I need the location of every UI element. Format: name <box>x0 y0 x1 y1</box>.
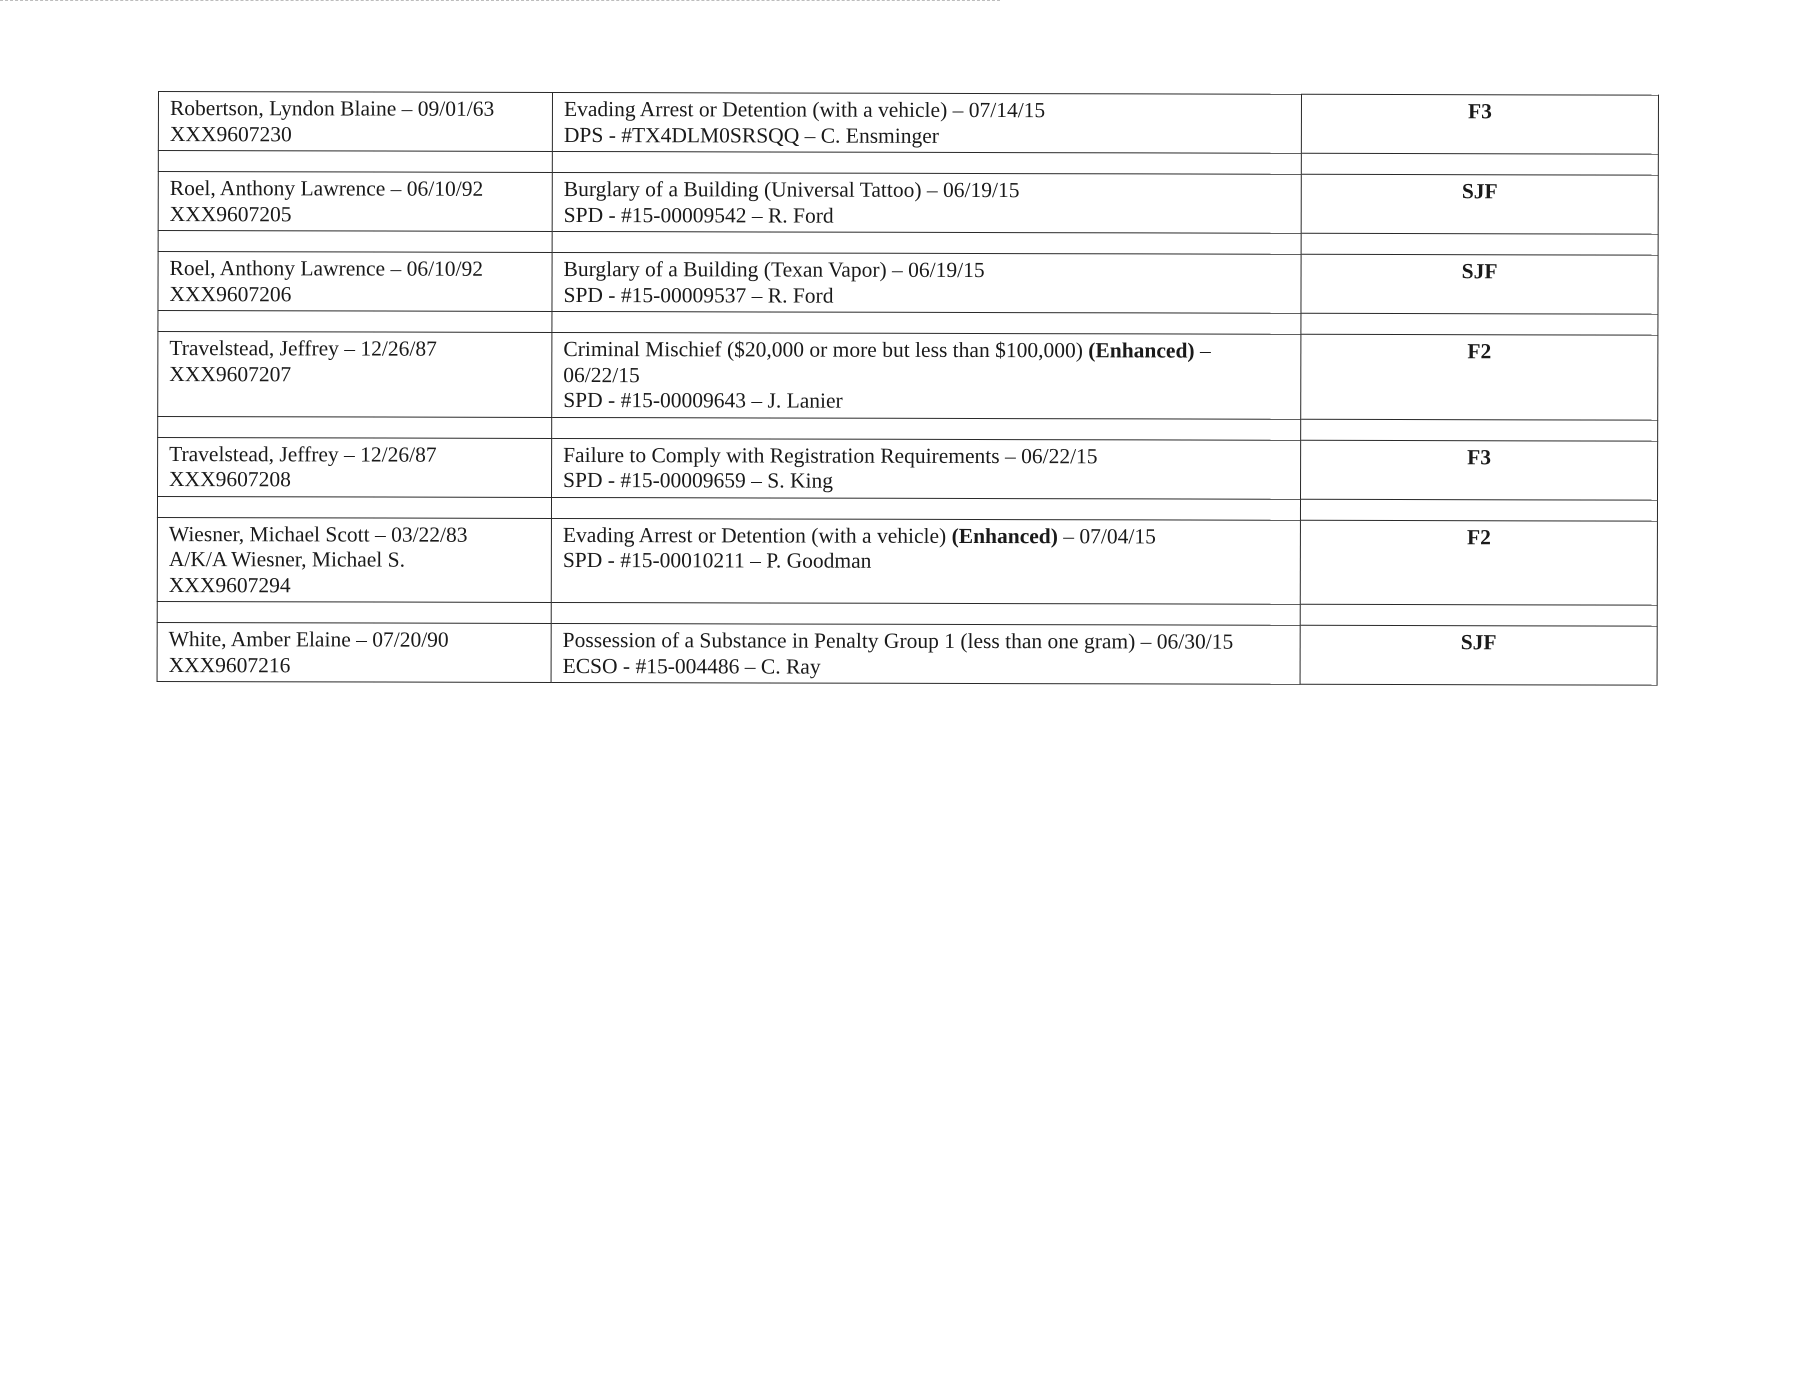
defendant-alias: A/K/A Wiesner, Michael S. <box>168 547 406 572</box>
charge-description <box>564 177 1290 204</box>
defendant-cell <box>158 332 552 417</box>
defendant-cell <box>157 622 551 682</box>
charge-cell <box>552 92 1301 153</box>
defendant-name-dob: Roel, Anthony Lawrence – 06/10/92 <box>169 176 484 201</box>
charge-description <box>564 97 1290 124</box>
agency-case-officer: SPD - #15-00009542 – R. Ford <box>563 202 834 228</box>
case-row <box>157 517 1657 605</box>
agency-case-officer: DPS - #TX4DLM0SRSQQ – C. Ensminger <box>563 122 940 148</box>
offense-level: F3 <box>1301 440 1658 500</box>
charge-description <box>563 442 1289 469</box>
charge-cell <box>552 172 1301 233</box>
charge-text: Failure to Comply with Registration Requirements – 06/22/15 <box>563 442 1098 468</box>
charge-text: Evading Arrest or Detention (with a vehicle) <box>562 522 947 548</box>
offense-level: F3 <box>1301 94 1658 154</box>
agency-case-officer: SPD - #15-00009659 – S. King <box>563 467 834 493</box>
charge-cell <box>552 438 1301 499</box>
defendant-id: XXX9607216 <box>168 652 291 677</box>
case-row <box>157 622 1657 685</box>
defendant-cell <box>158 172 552 232</box>
defendant-id: XXX9607207 <box>169 361 292 386</box>
offense-level: F2 <box>1300 520 1657 605</box>
case-row <box>158 92 1658 155</box>
defendant-cell <box>158 92 552 152</box>
offense-level: SJF <box>1301 174 1658 234</box>
defendant-name-dob: Travelstead, Jeffrey – 12/26/87 <box>169 336 437 361</box>
charge-cell <box>551 518 1300 604</box>
defendant-cell <box>158 437 552 497</box>
defendant-cell <box>158 252 552 312</box>
charge-description <box>563 628 1289 655</box>
charge-text: Evading Arrest or Detention (with a vehicle) – 07/14/15 <box>563 96 1046 123</box>
charge-text: Burglary of a Building (Universal Tattoo) – 06/19/15 <box>563 176 1020 203</box>
case-row <box>158 252 1658 315</box>
agency-case-officer: ECSO - #15-004486 – C. Ray <box>562 653 821 679</box>
charge-cell <box>552 252 1301 313</box>
charge-text: Burglary of a Building (Texan Vapor) – 06/19/15 <box>563 256 985 283</box>
enhanced-flag: (Enhanced) <box>1088 338 1195 363</box>
charge-cell <box>552 332 1301 418</box>
scan-edge-marks <box>0 0 1000 4</box>
charge-description <box>563 337 1289 390</box>
defendant-name-dob: White, Amber Elaine – 07/20/90 <box>168 627 449 652</box>
agency-case-officer: SPD - #15-00009537 – R. Ford <box>563 282 834 308</box>
charge-text: Possession of a Substance in Penalty Group 1 (less than one gram) – 06/30/15 <box>562 627 1234 654</box>
defendant-id: XXX9607208 <box>169 467 291 492</box>
case-row <box>158 172 1658 235</box>
defendant-name-dob: Robertson, Lyndon Blaine – 09/01/63 <box>169 96 495 121</box>
offense-level: SJF <box>1301 254 1658 314</box>
defendant-name-dob: Roel, Anthony Lawrence – 06/10/92 <box>169 256 484 281</box>
defendant-id: XXX9607205 <box>169 201 292 226</box>
offense-level: SJF <box>1300 625 1657 685</box>
charge-date: – 06/22/15 <box>563 338 1211 387</box>
defendant-id: XXX9607230 <box>169 121 292 146</box>
enhanced-flag: (Enhanced) <box>951 523 1058 548</box>
defendant-name-dob: Travelstead, Jeffrey – 12/26/87 <box>169 441 437 467</box>
defendant-id: XXX9607206 <box>169 281 292 306</box>
charge-description <box>564 257 1290 284</box>
charge-text: Criminal Mischief ($20,000 or more but less than $100,000) <box>563 336 1083 363</box>
defendant-id: XXX9607294 <box>168 572 291 597</box>
defendant-cell <box>157 517 551 602</box>
defendant-name-dob: Wiesner, Michael Scott – 03/22/83 <box>168 521 468 547</box>
agency-case-officer: SPD - #15-00010211 – P. Goodman <box>562 547 872 573</box>
case-table <box>157 91 1659 686</box>
case-row <box>158 332 1658 420</box>
offense-level: F2 <box>1301 334 1658 419</box>
charge-date: – 07/04/15 <box>1063 523 1156 548</box>
charge-description <box>563 522 1289 549</box>
agency-case-officer: SPD - #15-00009643 – J. Lanier <box>563 387 843 413</box>
case-row <box>158 437 1658 500</box>
charge-cell <box>551 623 1300 684</box>
